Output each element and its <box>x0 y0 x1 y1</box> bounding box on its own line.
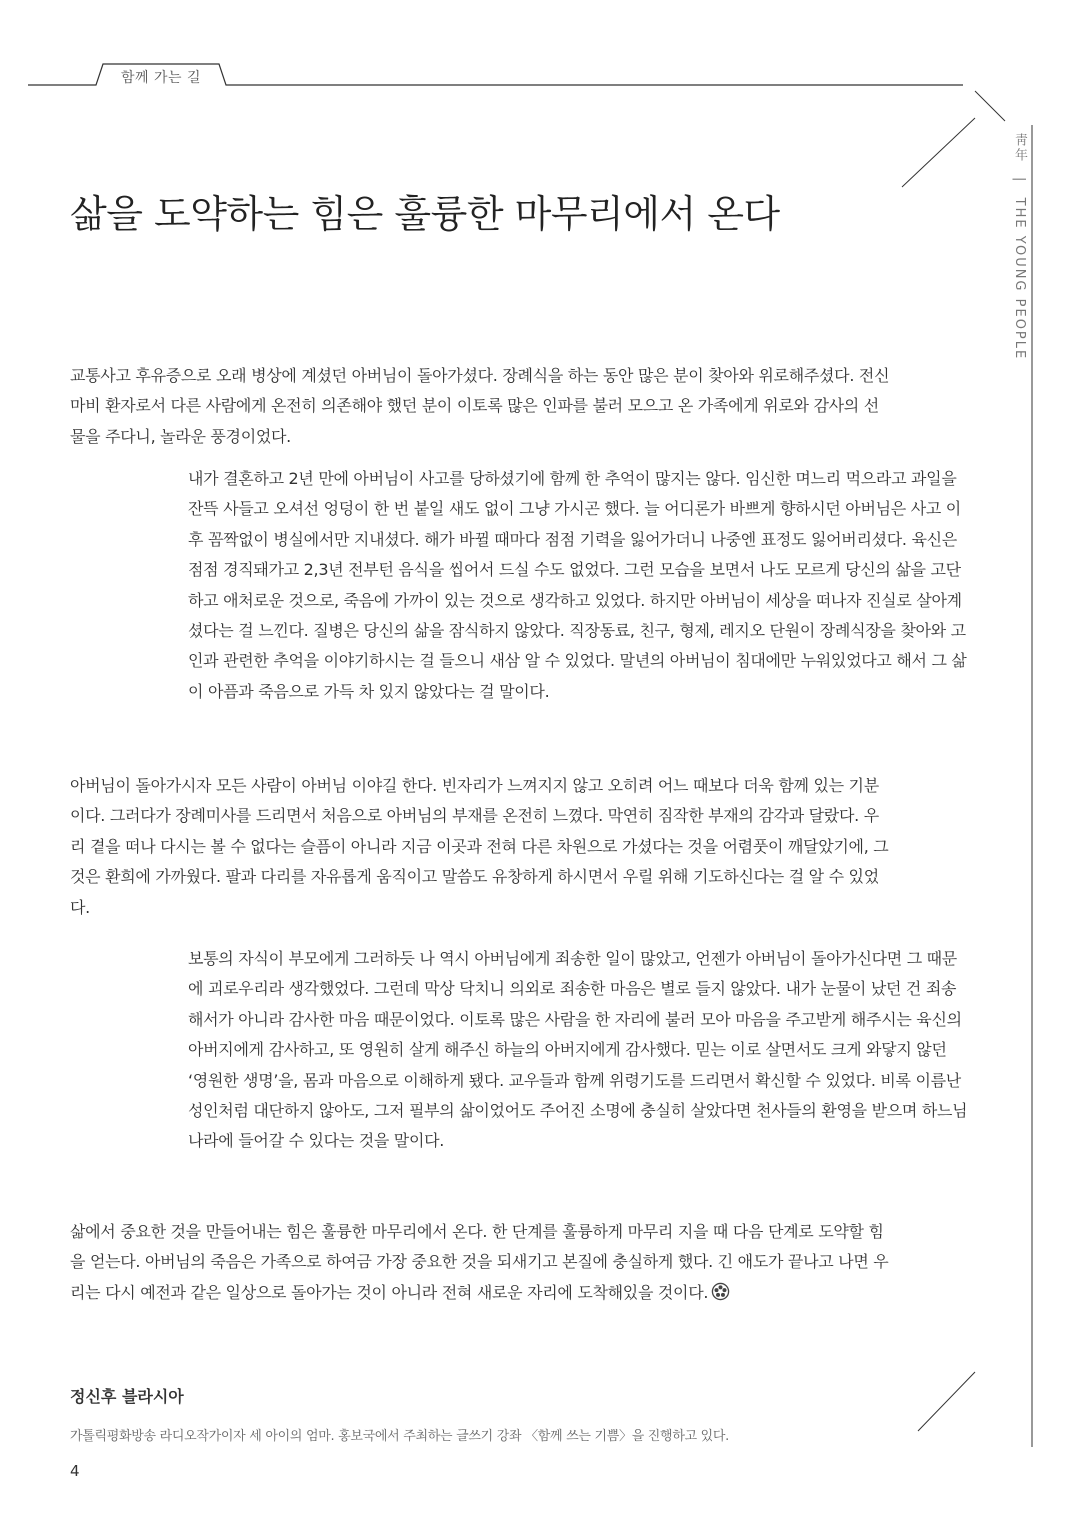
corner-diagonal-top-long <box>902 118 975 187</box>
side-label <box>1010 133 1029 360</box>
paragraph-5-text: 삶에서 중요한 것을 만들어내는 힘은 훌륭한 마무리에서 온다. 한 단계를 훌륭하게 마무리 지을 때 다음 단계로 도약할 힘을 얻는다. 아버님의 죽음은 가족으로 하여금 가장 중요한 것을 되새기고 본질에 충실하게 했다. 긴 애도가 끝나고 나면 우리는 다시 예전과 같은 일상으로 돌아가는 것이 아니라 전혀 새로운 자리에 도착해있을 것이다. <box>70 1222 889 1302</box>
corner-diagonal-bottom <box>918 1372 975 1431</box>
article-title: 삶을 도약하는 힘은 훌륭한 마무리에서 온다 <box>70 192 780 236</box>
paragraph-3: 아버님이 돌아가시자 모든 사람이 아버님 이야길 한다. 빈자리가 느껴지지 않고 오히려 어느 때보다 더욱 함께 있는 기분이다. 그러다가 장례미사를 드리면서 처음으로 아버님의 부재를 온전히 느꼈다. 막연히 짐작한 부재의 감각과 달랐다. 우리 곁을 떠나 다시는 볼 수 없다는 슬픔이 아니라 지금 이곳과 전혀 다른 차원으로 가셨다는 것을 어렴풋이 깨달았기에, 그것은 환희에 가까웠다. 팔과 다리를 자유롭게 움직이고 말씀도 유창하게 하시면서 우릴 위해 기도하신다는 걸 알 수 있었다. <box>70 776 889 917</box>
section-label: 함께 가는 길 <box>120 70 202 86</box>
author-bio: 가톨릭평화방송 라디오작가이자 세 아이의 엄마. 홍보국에서 주최하는 글쓰기 강좌 〈함께 쓰는 기쁨〉을 진행하고 있다. <box>70 1429 730 1444</box>
paragraph-1: 교통사고 후유증으로 오래 병상에 계셨던 아버님이 돌아가셨다. 장례식을 하는 동안 많은 분이 찾아와 위로해주셨다. 전신마비 환자로서 다른 사람에게 온전히 의존해야 했던 분이 이토록 많은 인파를 불러 모으고 온 가족에게 위로와 감사의 선물을 주다니, 놀라운 풍경이었다. <box>70 366 890 446</box>
paragraph-2-indented: 내가 결혼하고 2년 만에 아버님이 사고를 당하셨기에 함께 한 추억이 많지는 않다. 임신한 며느리 먹으라고 과일을 잔뜩 사들고 오셔선 엉덩이 한 번 붙일 새도 없이 그냥 가시곤 했다. 늘 어디론가 바쁘게 향하시던 아버님은 사고 이후 꼼짝없이 병실에서만 지내셨다. 해가 바뀔 때마다 점점 기력을 잃어가더니 나중엔 표정도 잃어버리셨다. 육신은 점점 경직돼가고 2,3년 전부턴 음식을 씹어서 드실 수도 없었다. 그런 모습을 보면서 나도 모르게 당신의 삶을 고단하고 애처로운 것으로, 죽음에 가까이 있는 것으로 생각하고 있었다. 하지만 아버님이 세상을 떠나자 진실로 살아계셨다는 걸 느낀다. 질병은 당신의 삶을 잠식하지 않았다. 직장동료, 친구, 형제, 레지오 단원이 장례식장을 찾아와 고인과 관련한 추억을 이야기하시는 걸 들으니 새삼 알 수 있었다. 말년의 아버님이 침대에만 누워있었다고 해서 그 삶이 아픔과 죽음으로 가득 차 있지 않았다는 걸 말이다. <box>188 469 967 701</box>
paragraph-4-indented: 보통의 자식이 부모에게 그러하듯 나 역시 아버님에게 죄송한 일이 많았고, 언젠가 아버님이 돌아가신다면 그 때문에 괴로우리라 생각했었다. 그런데 막상 닥치니 의외로 죄송한 마음은 별로 들지 않았다. 내가 눈물이 났던 건 죄송해서가 아니라 감사한 마음 때문이었다. 이토록 많은 사람을 한 자리에 불러 모아 마음을 주고받게 해주시는 육신의 아버지에게 감사하고, 또 영원히 살게 해주신 하늘의 아버지에게 감사했다. 믿는 이로 살면서도 크게 와닿지 않던 ‘영원한 생명’을, 몸과 마음으로 이해하게 됐다. 교우들과 함께 위령기도를 드리면서 확신할 수 있었다. 비록 이름난 성인처럼 대단하지 않아도, 그저 필부의 삶이었어도 주어진 소명에 충실히 살았다면 천사들의 환영을 받으며 하느님 나라에 들어갈 수 있다는 것을 말이다. <box>188 949 968 1151</box>
paragraph-5 <box>70 1217 890 1311</box>
page-number: 4 <box>70 1462 80 1480</box>
flower-ornament-icon <box>711 1281 730 1311</box>
author-name: 정신후 블라시아 <box>70 1387 184 1406</box>
side-label-english: THE YOUNG PEOPLE <box>1012 197 1027 361</box>
corner-diagonal-top-short <box>975 91 1005 121</box>
side-label-separator: | <box>1012 177 1027 184</box>
side-label-korean: 靑年 <box>1012 133 1027 163</box>
